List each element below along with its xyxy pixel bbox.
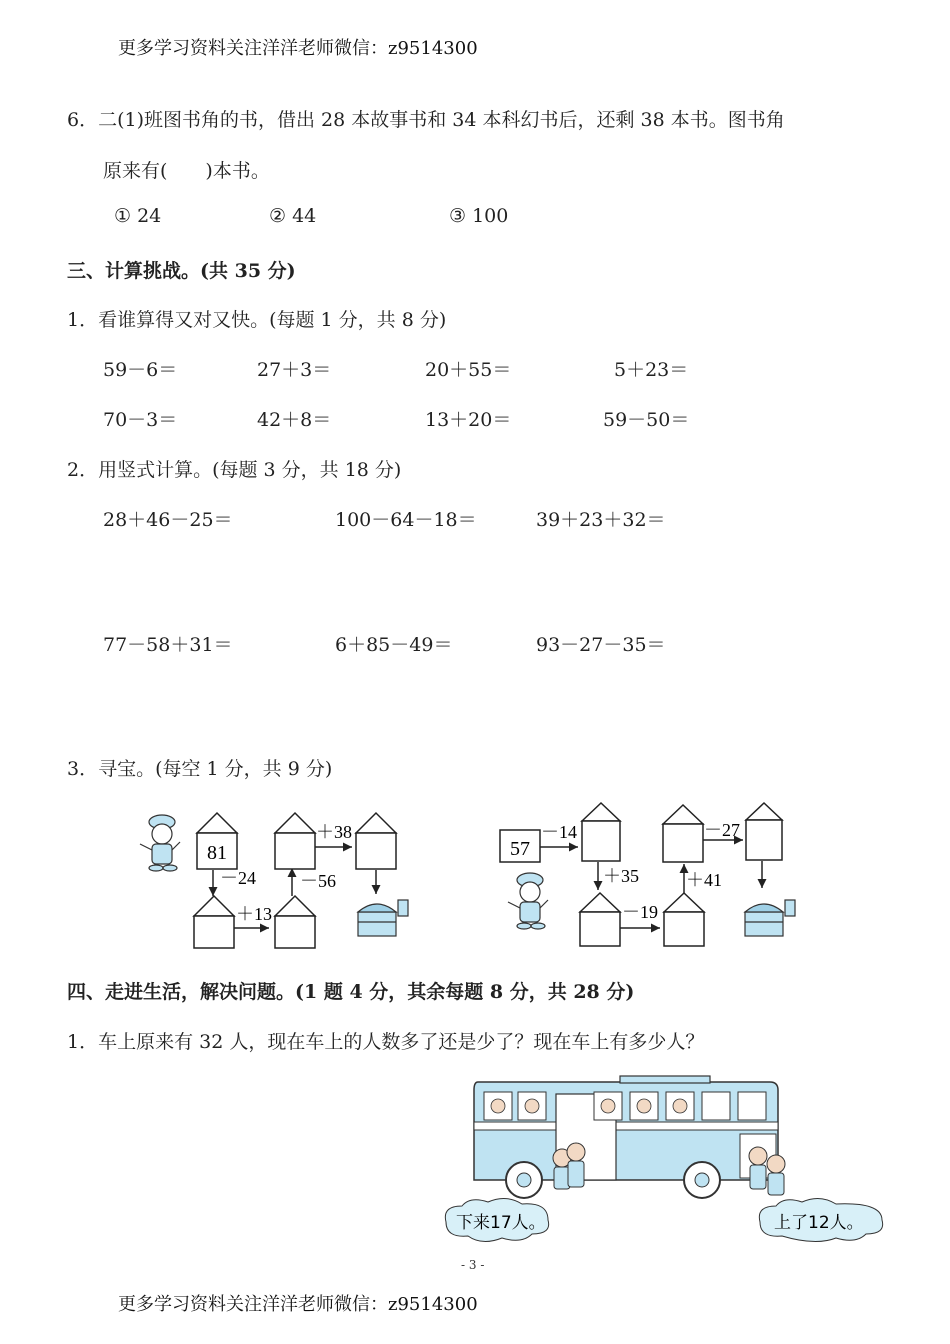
oral-calc: 27＋3＝ bbox=[257, 359, 332, 381]
oral-calc: 20＋55＝ bbox=[425, 359, 512, 381]
answer-box[interactable] bbox=[580, 912, 620, 946]
section4-title: 四、走进生活，解决问题。(1 题 4 分，其余每题 8 分，共 28 分) bbox=[67, 981, 635, 1003]
op-label: ＋13 bbox=[236, 904, 272, 924]
op-label: －24 bbox=[220, 868, 256, 888]
vertical-calc: 28＋46－25＝ bbox=[103, 509, 233, 531]
answer-box[interactable] bbox=[194, 916, 234, 948]
answer-box[interactable] bbox=[275, 833, 315, 869]
vertical-calc: 77－58＋31＝ bbox=[103, 634, 233, 656]
treasure-chest-icon bbox=[358, 900, 408, 936]
oral-calc: 42＋8＝ bbox=[257, 409, 332, 431]
explorer-icon bbox=[140, 815, 180, 871]
footer-watermark: 更多学习资料关注洋洋老师微信：z9514300 bbox=[118, 1294, 478, 1315]
vertical-calc: 100－64－18＝ bbox=[335, 509, 477, 531]
oral-calc: 5＋23＝ bbox=[614, 359, 689, 381]
oral-calc: 13＋20＝ bbox=[425, 409, 512, 431]
part2-title: 2．用竖式计算。(每题 3 分，共 18 分) bbox=[67, 459, 402, 481]
answer-box[interactable] bbox=[746, 820, 782, 860]
answer-box[interactable] bbox=[664, 912, 704, 946]
q6-line2: 原来有( )本书。 bbox=[103, 160, 270, 182]
section3-title: 三、计算挑战。(共 35 分) bbox=[67, 260, 296, 282]
answer-box[interactable] bbox=[582, 821, 620, 861]
bus-illustration bbox=[440, 1072, 900, 1252]
op-label: －27 bbox=[704, 820, 740, 840]
q6-option-3: ③ 100 bbox=[449, 205, 509, 227]
vertical-calc: 39＋23＋32＝ bbox=[536, 509, 666, 531]
op-label: ＋38 bbox=[316, 822, 352, 842]
oral-calc: 70－3＝ bbox=[103, 409, 178, 431]
treasure-chest-icon bbox=[745, 900, 795, 936]
answer-box[interactable] bbox=[275, 916, 315, 948]
op-label: －19 bbox=[622, 902, 658, 922]
vertical-calc: 93－27－35＝ bbox=[536, 634, 666, 656]
op-label: －56 bbox=[300, 871, 336, 891]
bubble-up-text: 上了12人。 bbox=[774, 1213, 864, 1233]
part3-title: 3．寻宝。(每空 1 分，共 9 分) bbox=[67, 758, 333, 780]
treasure-diagram-2 bbox=[490, 800, 810, 955]
bubble-down-text: 下来17人。 bbox=[456, 1213, 546, 1233]
start-number: 81 bbox=[207, 842, 227, 864]
bus-icon bbox=[474, 1076, 778, 1198]
part1-title: 1．看谁算得又对又快。(每题 1 分，共 8 分) bbox=[67, 309, 447, 331]
q6-line1: 6．二(1)班图书角的书，借出 28 本故事书和 34 本科幻书后，还剩 38 本书。图书角 bbox=[67, 109, 785, 131]
vertical-calc: 6＋85－49＝ bbox=[335, 634, 453, 656]
q6-option-2: ② 44 bbox=[269, 205, 317, 227]
op-label: －14 bbox=[541, 822, 577, 842]
oral-calc: 59－6＝ bbox=[103, 359, 178, 381]
op-label: ＋41 bbox=[686, 870, 722, 890]
header-watermark: 更多学习资料关注洋洋老师微信：z9514300 bbox=[118, 38, 478, 59]
op-label: ＋35 bbox=[603, 866, 639, 886]
s4-question-1: 1．车上原来有 32 人，现在车上的人数多了还是少了？现在车上有多少人？ bbox=[67, 1031, 705, 1053]
explorer-icon bbox=[508, 873, 548, 929]
page-number: - 3 - bbox=[461, 1258, 485, 1272]
answer-box[interactable] bbox=[356, 833, 396, 869]
start-number: 57 bbox=[510, 838, 530, 860]
q6-option-1: ① 24 bbox=[114, 205, 162, 227]
kids-getting-off-icon bbox=[553, 1143, 585, 1189]
oral-calc: 59－50＝ bbox=[603, 409, 690, 431]
treasure-diagram-1 bbox=[130, 800, 430, 955]
answer-box[interactable] bbox=[663, 824, 703, 862]
